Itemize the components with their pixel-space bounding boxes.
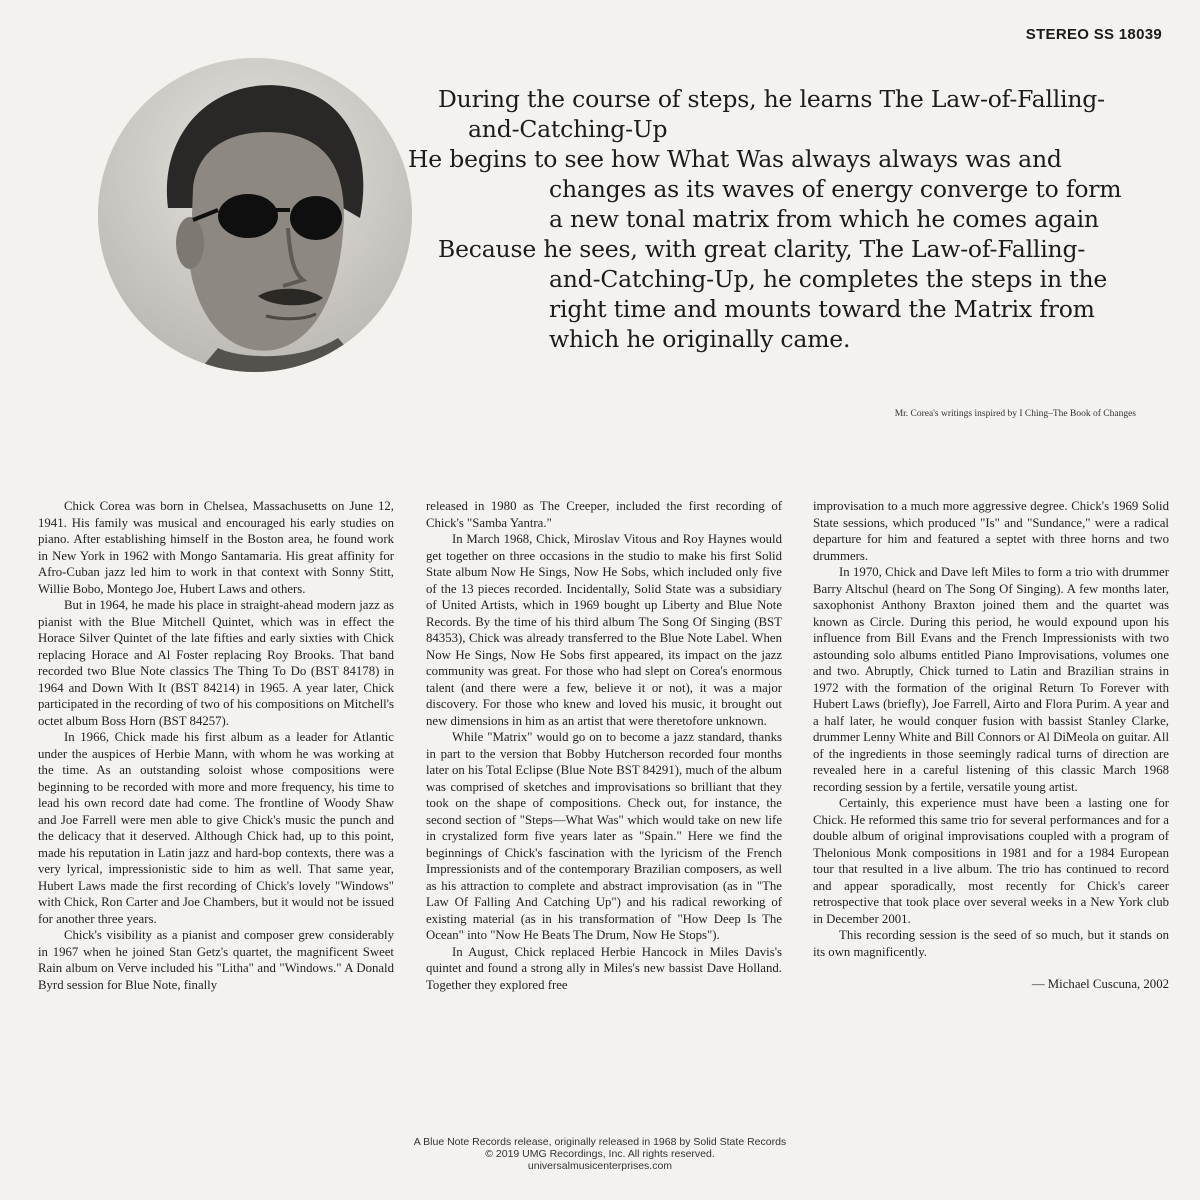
- liner-notes: [38, 498, 1170, 1038]
- poem-line: and-Catching-Up, he completes the steps in the: [549, 265, 1108, 293]
- poem-line: During the course of steps, he learns The Law-of-Falling-: [438, 85, 1105, 113]
- poem-line: changes as its waves of energy converge to form: [549, 175, 1122, 203]
- release-note: A Blue Note Records release, originally released in 1968 by Solid State Records: [413, 1136, 787, 1148]
- poem-line: Because he sees, with great clarity, The Law-of-Falling-: [438, 235, 1086, 263]
- paragraph: In March 1968, Chick, Miroslav Vitous and Roy Haynes would get together on three occasions in the studio to make his first Solid State album Now He Sings, Now He Sobs, which included only five of the 13 pieces recorded. Incidentally, Solid State was a subsidiary of United Artists, which in 1969 bought up Liberty and Blue Note Records. By the time of his third album The Song Of Singing (BST 84353), Chick was already transferred to the Blue Note Label. When Now He Sings, Now He Sobs first appeared, its impact on the jazz community was great. For those who had slept on Corea's enormous talent (and there were a few, believe it or not), it was a major discovery. For those who knew and loved his music, it brought out new dimensions in him as an artist that were theretofore unknown.: [426, 532, 782, 728]
- author-signature: — Michael Cuscuna, 2002: [1031, 977, 1169, 991]
- paragraph: improvisation to a much more aggressive degree. Chick's 1969 Solid State sessions, which produced "Is" and "Sundance," were a radical departure for him and featured a septet with three horns and two drummers.: [813, 499, 1169, 563]
- poem-line: right time and mounts toward the Matrix from: [549, 295, 1095, 323]
- paragraph: While "Matrix" would go on to become a jazz standard, thanks in part to the version that Bobby Hutcherson recorded four months later on his Total Eclipse (Blue Note BST 84291), much of the album was comprised of sketches and improvisations so brilliant that they took on the shape of compositions. Check out, for instance, the second section of "Steps—What Was" which would take on new life in crystalized form five years later as "Spain." Here we find the beginnings of Chick's fascination with the lyricism of the French Impressionists and of the contemporary Brazilian composers, as well as his attraction to complete and abstract improvisation (as in "The Law Of Falling And Catching Up") and his radical reworking of existing material (as in his transformation of "How Deep Is The Ocean" into "Now He Beats The Drum, Now He Stops").: [426, 730, 782, 942]
- poem-line: which he originally came.: [549, 325, 851, 353]
- paragraph: In August, Chick replaced Herbie Hancock in Miles Davis's quintet and found a strong ally in Miles's new bassist Dave Holland. Together they explored free: [426, 944, 782, 992]
- paragraph: In 1966, Chick made his first album as a leader for Atlantic under the auspices of Herbie Mann, with whom he was working at the time. As an outstanding soloist whose compositions were beginning to be recorded with more and more frequency, his time to lead his own record date had come. The frontline of Woody Shaw and Joe Farrell were men able to give Chick's music the punch and the delicacy that it deserved. Although Chick had, up to this point, made his reputation in Latin jazz and hard-bop contexts, there was a very lyrical, impressionistic side to him as well. That same year, Hubert Laws made the first recording of Chick's lovely "Windows" with Chick, Ron Carter and Joe Chambers, but it would not be issued for another three years.: [38, 730, 394, 926]
- poem-line: a new tonal matrix from which he comes again: [549, 205, 1099, 233]
- paragraph: This recording session is the seed of so much, but it stands on its own magnificently.: [813, 928, 1169, 959]
- paragraph: In 1970, Chick and Dave left Miles to form a trio with drummer Barry Altschul (heard on The Song Of Singing). A few months later, saxophonist Anthony Braxton joined them and the quartet was known as Circle. During this period, he would expound upon his influence from Bill Evans and the French Impressionists with two astounding solo albums entitled Piano Improvisations, volumes one and two. Abruptly, Chick turned to Latin and Brazilian strains in 1972 with the formation of the original Return To Forever with Hubert Laws (briefly), Joe Farrell, Airto and Flora Purim. A year and a half later, he would conquer fusion with bassist Stanley Clarke, drummer Lenny White and Bill Connors or Al DiMeola on guitar. All of the ingredients in those seemingly radical turns of direction are revealed here in a careful listening of this classic March 1968 recording session by a fertile, versatile young artist.: [813, 565, 1169, 794]
- poem-line: and-Catching-Up: [468, 115, 668, 143]
- poem-credit: Mr. Corea's writings inspired by I Ching–The Book of Changes: [894, 409, 1136, 419]
- website: universalmusicenterprises.com: [527, 1160, 673, 1172]
- poem: [408, 84, 1168, 354]
- paragraph: Chick's visibility as a pianist and composer grew considerably in 1967 when he joined Stan Getz's quartet, the magnificent Sweet Rain album on Verve included his "Litha" and "Windows." A Donald Byrd session for Blue Note, finally: [38, 928, 394, 992]
- liner-notes-column-3: [813, 498, 1169, 993]
- paragraph: Chick Corea was born in Chelsea, Massachusetts on June 12, 1941. His family was musical and encouraged his early studies on piano. After establishing himself in the Boston area, he found work in New York in 1962 with Mongo Santamaria. His great affinity for Afro-Cuban jazz led him to work in that context with Sonny Stitt, Willie Bobo, Montego Joe, Hubert Laws and others.: [38, 499, 394, 596]
- paragraph: Certainly, this experience must have been a lasting one for Chick. He reformed this same trio for several performances and for a double album of original improvisations coupled with a program of Thelonious Monk compositions in 1981 and for a 1984 European tour that resulted in a live album. The trio has continued to record and appear sporadically, most recently for Chick's career retrospective that took place over several weeks in a New York club in December 2001.: [813, 796, 1169, 926]
- paragraph: released in 1980 as The Creeper, included the first recording of Chick's "Samba Yantra.": [426, 499, 782, 530]
- paragraph: But in 1964, he made his place in straight-ahead modern jazz as pianist with the Blue Mitchell Quintet, which was in effect the Horace Silver Quintet of the late fifties and early sixties with Chick replacing Horace and Al Foster replacing Roy Brooks. That band recorded two Blue Note classics The Thing To Do (BST 84178) in 1964 and Down With It (BST 84214) in 1965. A year later, Chick participated in the recording of two of his compositions on Mitchell's octet album Boss Horn (BST 84257).: [38, 598, 394, 728]
- poem-line: He begins to see how What Was always always was and: [408, 145, 1062, 173]
- copyright: © 2019 UMG Recordings, Inc. All rights reserved.: [485, 1148, 715, 1160]
- liner-notes-column-2: [426, 498, 782, 993]
- catalog-number: STEREO SS 18039: [1025, 26, 1162, 43]
- footer: [0, 1136, 1200, 1172]
- artist-portrait: [98, 58, 412, 372]
- liner-notes-column-1: [38, 498, 394, 993]
